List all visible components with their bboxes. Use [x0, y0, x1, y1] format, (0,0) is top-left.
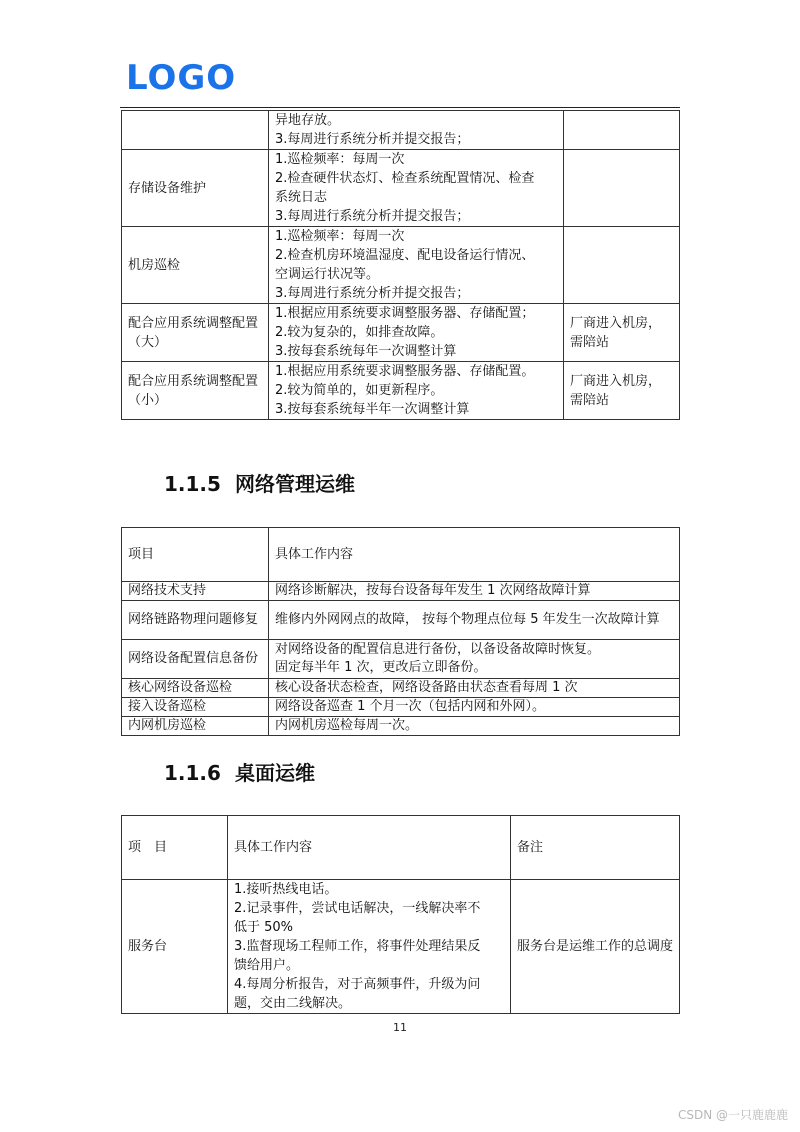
content-line: 异地存放。: [275, 113, 341, 128]
section-heading-1-1-6: [164, 757, 315, 786]
content-line: 1.根据应用系统要求调整服务器、存储配置；: [275, 306, 535, 321]
item-cell: 配合应用系统调整配置（小）: [122, 362, 269, 420]
content-cell: [269, 362, 564, 420]
note-cell: [564, 227, 680, 304]
item-cell: 服务台: [122, 880, 228, 1014]
note-cell: 厂商进入机房，需陪站: [564, 362, 680, 420]
content-cell: 维修内外网网点的故障， 按每个物理点位每 5 年发生一次故障计算: [269, 601, 680, 640]
content-cell: [269, 111, 564, 150]
table-row: [122, 717, 680, 736]
content-cell: [228, 880, 511, 1014]
logo: LOGO: [126, 58, 237, 98]
section-number: 1.1.5: [164, 472, 221, 496]
content-cell: 网络设备巡查 1 个月一次（包括内网和外网）。: [269, 698, 680, 717]
storage-maintenance-table: [121, 110, 680, 420]
table-row: [122, 880, 680, 1014]
table-header-row: [122, 816, 680, 880]
table-row: [122, 362, 680, 420]
section-heading-1-1-5: [164, 468, 355, 497]
item-cell: 配合应用系统调整配置（大）: [122, 304, 269, 362]
section-title: 桌面运维: [234, 761, 315, 785]
table-row: [122, 698, 680, 717]
item-cell: 接入设备巡检: [122, 698, 269, 717]
content-line: 1.巡检频率：每周一次: [275, 152, 405, 167]
content-line: 2.检查机房环境温湿度、配电设备运行情况、: [275, 248, 535, 263]
header-rule: [120, 107, 680, 108]
content-cell: 内网机房巡检每周一次。: [269, 717, 680, 736]
table-row: [122, 111, 680, 150]
note-cell: 厂商进入机房，需陪站: [564, 304, 680, 362]
section-number: 1.1.6: [164, 761, 221, 785]
header-cell: 具体工作内容: [269, 528, 680, 582]
content-line: 低于 50%: [234, 920, 294, 935]
content-cell: [269, 640, 680, 679]
content-line: 对网络设备的配置信息进行备份，以备设备故障时恢复。: [275, 642, 601, 657]
content-line: 1.巡检频率：每周一次: [275, 229, 405, 244]
content-line: 2.检查硬件状态灯、检查系统配置情况、检查: [275, 171, 535, 186]
content-cell: 核心设备状态检查，网络设备路由状态查看每周 1 次: [269, 679, 680, 698]
section-title: 网络管理运维: [234, 472, 355, 496]
content-line: 3.每周进行系统分析并提交报告；: [275, 286, 470, 301]
header-cell: 具体工作内容: [228, 816, 511, 880]
item-cell: [122, 111, 269, 150]
content-line: 系统日志: [275, 190, 328, 205]
item-cell: 机房巡检: [122, 227, 269, 304]
table-row: [122, 304, 680, 362]
content-cell: [269, 227, 564, 304]
content-line: 1.接听热线电话。: [234, 882, 338, 897]
item-cell: 存储设备维护: [122, 150, 269, 227]
content-cell: 网络诊断解决，按每台设备每年发生 1 次网络故障计算: [269, 582, 680, 601]
table-row: [122, 150, 680, 227]
header-cell: 项 目: [122, 816, 228, 880]
table-row: [122, 601, 680, 640]
content-cell: [269, 304, 564, 362]
header-cell: 项目: [122, 528, 269, 582]
content-line: 4.每周分析报告，对于高频事件，升级为问: [234, 977, 481, 992]
content-line: 3.按每套系统每半年一次调整计算: [275, 402, 470, 417]
content-line: 3.每周进行系统分析并提交报告；: [275, 132, 470, 147]
content-line: 3.每周进行系统分析并提交报告；: [275, 209, 470, 224]
item-cell: 核心网络设备巡检: [122, 679, 269, 698]
note-cell: [564, 150, 680, 227]
item-cell: 网络技术支持: [122, 582, 269, 601]
watermark: CSDN @一只鹿鹿鹿: [677, 1108, 788, 1122]
table-row: [122, 679, 680, 698]
desktop-maintenance-table: [121, 815, 680, 1014]
content-line: 馈给用户。: [234, 958, 300, 973]
content-line: 空调运行状况等。: [275, 267, 380, 282]
note-cell: 服务台是运维工作的总调度: [511, 880, 680, 1014]
table-row: [122, 640, 680, 679]
item-cell: 内网机房巡检: [122, 717, 269, 736]
item-cell: 网络链路物理问题修复: [122, 601, 269, 640]
content-line: 固定每半年 1 次，更改后立即备份。: [275, 660, 487, 675]
content-line: 3.按每套系统每年一次调整计算: [275, 344, 457, 359]
content-line: 1.根据应用系统要求调整服务器、存储配置。: [275, 364, 535, 379]
table-header-row: [122, 528, 680, 582]
content-line: 2.记录事件，尝试电话解决，一线解决率不: [234, 901, 481, 916]
header-cell: 备注: [511, 816, 680, 880]
note-cell: [564, 111, 680, 150]
content-line: 2.较为简单的，如更新程序。: [275, 383, 444, 398]
content-line: 题，交由二线解决。: [234, 996, 352, 1011]
network-maintenance-table: [121, 527, 680, 736]
table-row: [122, 227, 680, 304]
content-line: 2.较为复杂的，如排查故障。: [275, 325, 444, 340]
table-row: [122, 582, 680, 601]
content-cell: [269, 150, 564, 227]
content-line: 3.监督现场工程师工作，将事件处理结果反: [234, 939, 481, 954]
item-cell: 网络设备配置信息备份: [122, 640, 269, 679]
page-number: 11: [393, 1021, 407, 1034]
